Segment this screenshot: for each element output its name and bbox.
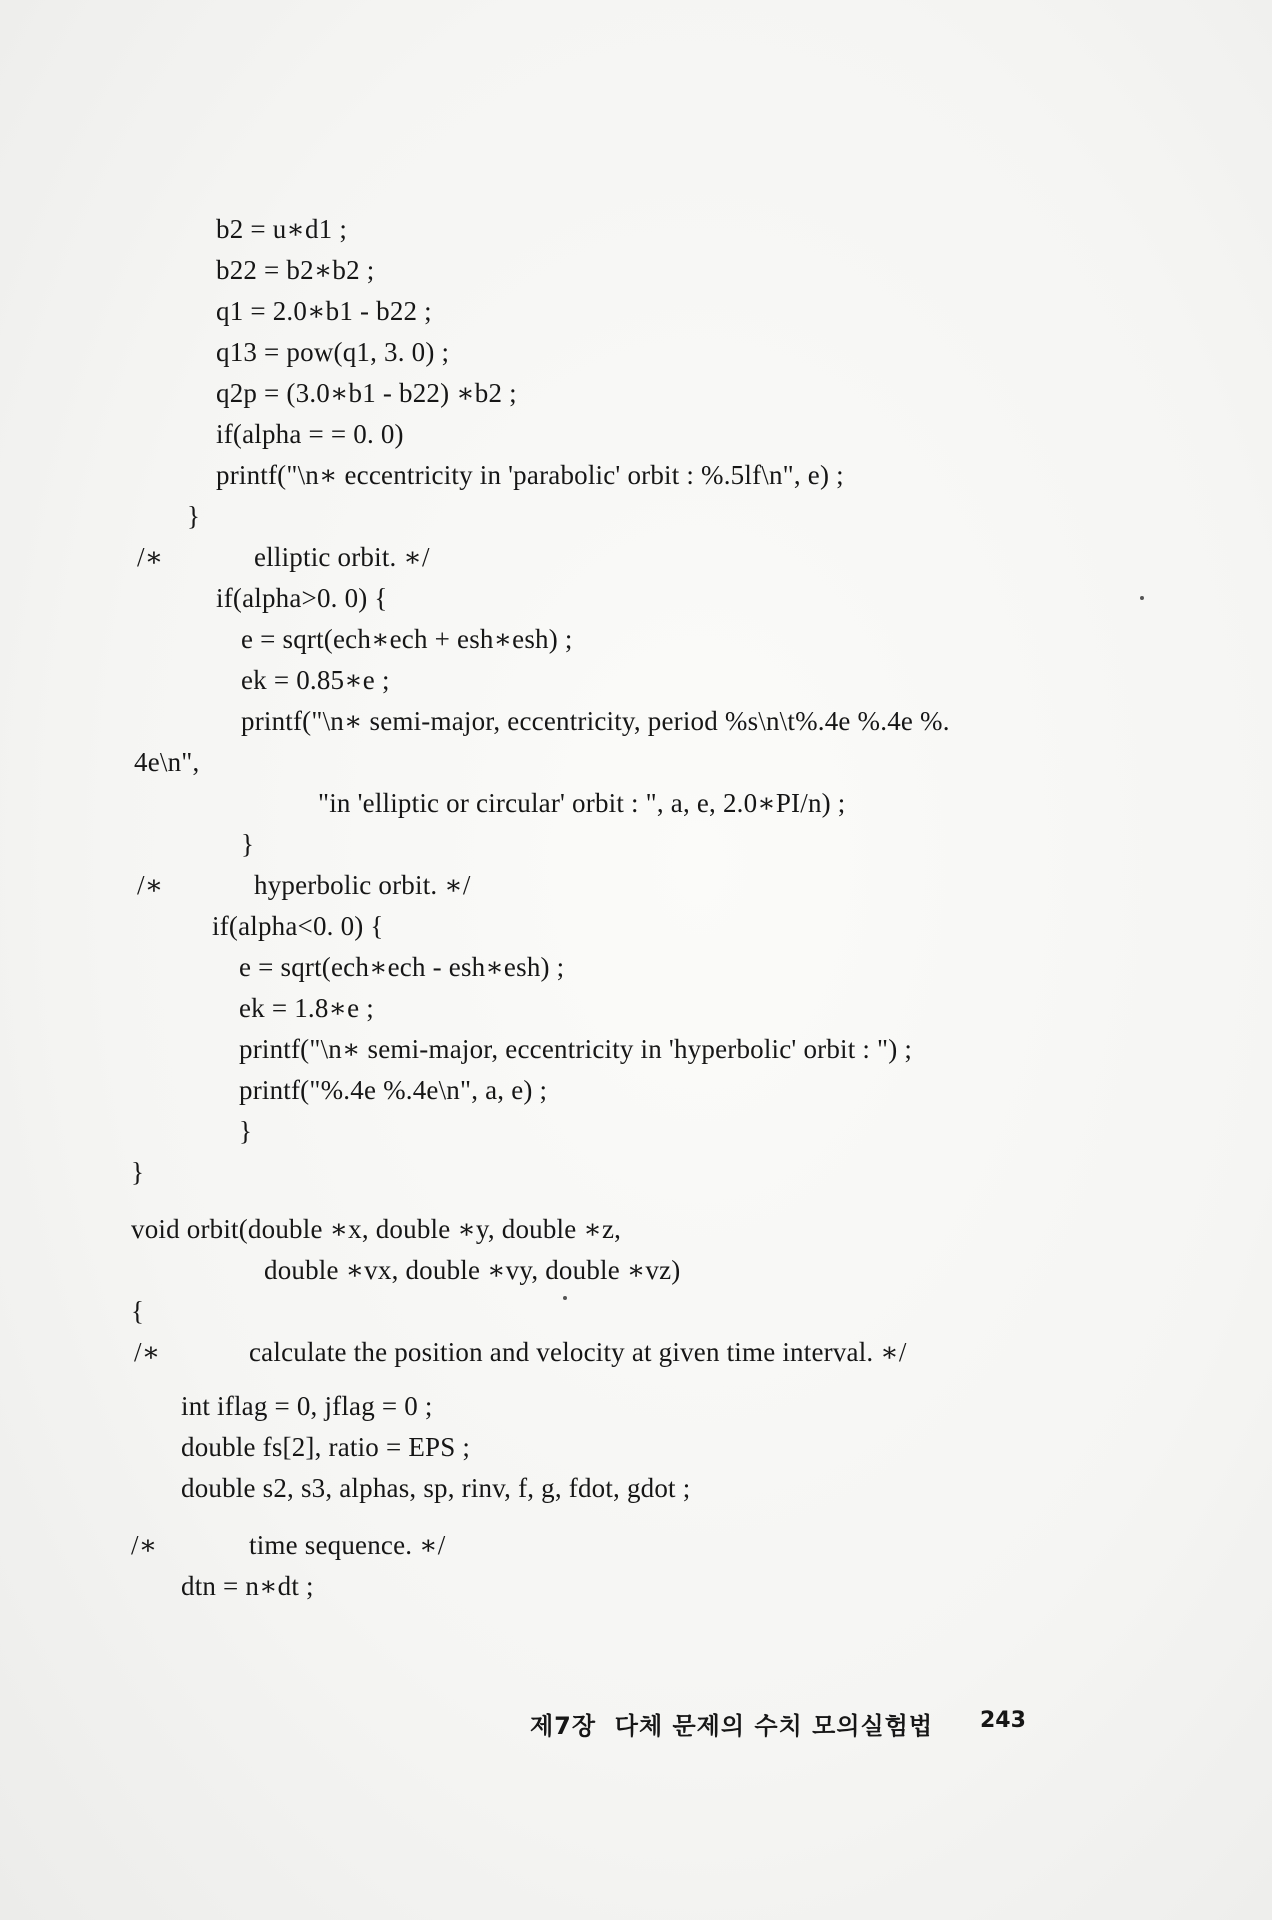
- comment-open: /∗: [137, 542, 164, 572]
- code-line: b2 = u∗d1 ;: [216, 214, 348, 244]
- code-line: q2p = (3.0∗b1 - b22) ∗b2 ;: [216, 378, 517, 408]
- function-signature: void orbit(double ∗x, double ∗y, double ∗z,: [131, 1214, 622, 1244]
- code-line: dtn = n∗dt ;: [181, 1571, 314, 1601]
- code-line: }: [239, 1116, 253, 1146]
- code-line: double s2, s3, alphas, sp, rinv, f, g, fdot, gdot ;: [181, 1473, 691, 1503]
- code-line: if(alpha = = 0. 0): [216, 419, 404, 449]
- code-line: ek = 0.85∗e ;: [241, 665, 390, 695]
- code-line: e = sqrt(ech∗ech - esh∗esh) ;: [239, 952, 565, 982]
- comment-open: /∗: [137, 870, 164, 900]
- code-line: q1 = 2.0∗b1 - b22 ;: [216, 296, 432, 326]
- comment-open: /∗: [134, 1337, 161, 1367]
- code-line: }: [241, 829, 255, 859]
- code-line: printf("\n∗ semi-major, eccentricity, period %s\n\t%.4e %.4e %.: [241, 706, 950, 736]
- comment-text: time sequence. ∗/: [249, 1530, 446, 1560]
- code-line: b22 = b2∗b2 ;: [216, 255, 375, 285]
- running-footer-title: 제7장 다체 문제의 수치 모의실험법: [530, 1712, 934, 1740]
- code-line: q13 = pow(q1, 3. 0) ;: [216, 337, 450, 367]
- code-line: {: [131, 1296, 145, 1326]
- code-line: if(alpha>0. 0) {: [216, 583, 388, 613]
- page-number: 243: [980, 1708, 1026, 1733]
- code-line: 4e\n",: [134, 747, 200, 777]
- code-line: if(alpha<0. 0) {: [212, 911, 384, 941]
- comment-text: calculate the position and velocity at given time interval. ∗/: [249, 1337, 907, 1367]
- code-line: }: [187, 501, 201, 531]
- code-line: "in 'elliptic or circular' orbit : ", a, e, 2.0∗PI/n) ;: [318, 788, 846, 818]
- code-line: printf("\n∗ eccentricity in 'parabolic' orbit : %.5lf\n", e) ;: [216, 460, 844, 490]
- code-line: ek = 1.8∗e ;: [239, 993, 374, 1023]
- comment-text: hyperbolic orbit. ∗/: [254, 870, 471, 900]
- comment-open: /∗: [131, 1530, 158, 1560]
- code-line: e = sqrt(ech∗ech + esh∗esh) ;: [241, 624, 573, 654]
- print-speck: [563, 1296, 567, 1300]
- print-speck: [1140, 596, 1144, 600]
- code-line: double fs[2], ratio = EPS ;: [181, 1432, 471, 1462]
- code-line: printf("\n∗ semi-major, eccentricity in 'hyperbolic' orbit : ") ;: [239, 1034, 913, 1064]
- comment-text: elliptic orbit. ∗/: [254, 542, 430, 572]
- code-line: int iflag = 0, jflag = 0 ;: [181, 1391, 433, 1421]
- function-signature-cont: double ∗vx, double ∗vy, double ∗vz): [264, 1255, 681, 1285]
- code-line: }: [131, 1157, 145, 1187]
- code-line: printf("%.4e %.4e\n", a, e) ;: [239, 1075, 548, 1105]
